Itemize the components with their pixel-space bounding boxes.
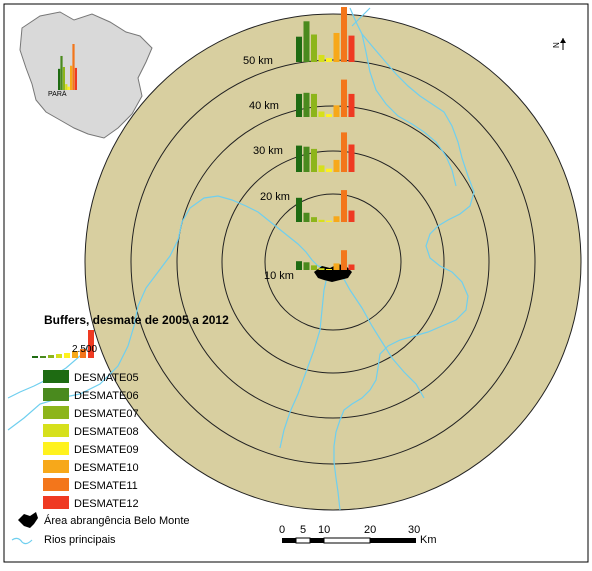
legend-size-bar-desmate06: [40, 356, 46, 358]
legend-item-desmate12: [43, 496, 139, 510]
legend-swatch-desmate05: [43, 370, 69, 383]
bar-10km-desmate05: [296, 261, 302, 270]
legend-item-desmate08: [43, 424, 139, 438]
legend-label-desmate07: DESMATE07: [74, 408, 139, 420]
bar-20km-desmate06: [304, 213, 310, 222]
bar-50km-desmate12: [349, 36, 355, 62]
bar-10km-desmate09: [326, 269, 332, 270]
bar-50km-desmate08: [319, 55, 325, 62]
bar-20km-desmate07: [311, 217, 317, 222]
scale-tick-5: 5: [300, 524, 307, 536]
scale-tick-30: 30: [408, 524, 421, 536]
bar-30km-desmate10: [334, 160, 340, 172]
bar-10km-desmate11: [341, 250, 347, 270]
inset-bar-desmate06: [60, 56, 62, 90]
bar-40km-desmate12: [349, 94, 355, 117]
inset-bar-desmate12: [75, 68, 77, 90]
bar-40km-desmate08: [319, 112, 325, 118]
bar-30km-desmate08: [319, 165, 325, 172]
bar-20km-desmate11: [341, 190, 347, 222]
legend-item-desmate09: [43, 442, 139, 456]
inset-bar-desmate11: [72, 44, 74, 90]
legend-size-bar-desmate05: [32, 356, 38, 358]
north-arrow-letter: N: [552, 42, 561, 48]
legend-label-desmate09: DESMATE09: [74, 444, 139, 456]
bar-40km-desmate05: [296, 94, 302, 117]
scale-tick-0: 0: [279, 524, 286, 536]
bar-30km-desmate07: [311, 149, 317, 172]
scale-segment-4: [324, 538, 370, 543]
bar-30km-desmate05: [296, 146, 302, 172]
legend-area-label: Área abrangência Belo Monte: [44, 515, 190, 527]
bar-30km-desmate12: [349, 145, 355, 173]
buffer-zone-fill: [85, 14, 581, 510]
bar-40km-desmate07: [311, 94, 317, 117]
bar-50km-desmate05: [296, 37, 302, 62]
legend-swatch-desmate12: [43, 496, 69, 509]
inset-state-label: PARÁ: [48, 91, 67, 98]
inset-bar-desmate10: [70, 66, 72, 90]
legend-swatch-desmate06: [43, 388, 69, 401]
legend-swatch-desmate10: [43, 460, 69, 473]
bar-40km-desmate06: [304, 93, 310, 117]
scale-segment-2: [296, 538, 310, 543]
bar-20km-desmate10: [334, 216, 340, 222]
legend-label-desmate10: DESMATE10: [74, 462, 139, 474]
bar-50km-desmate10: [334, 33, 340, 62]
buffer-label-10km: 10 km: [264, 270, 294, 282]
bar-50km-desmate07: [311, 35, 317, 63]
legend-item-desmate06: [43, 388, 139, 402]
scale-segment-5: [370, 538, 416, 543]
bar-10km-desmate07: [311, 265, 317, 270]
buffer-label-40km: 40 km: [249, 100, 279, 112]
bar-20km-desmate12: [349, 211, 355, 222]
bar-30km-desmate09: [326, 169, 332, 172]
legend-label-desmate11: DESMATE11: [74, 480, 138, 492]
inset-bar-desmate08: [65, 84, 67, 90]
legend-scale-value: 2.500: [72, 344, 98, 355]
legend-rivers-label: Rios principais: [44, 534, 116, 546]
legend-item-desmate05: [43, 370, 139, 384]
bar-10km-desmate10: [334, 263, 340, 270]
legend-swatch-desmate09: [43, 442, 69, 455]
legend-size-bar-desmate07: [48, 355, 54, 358]
scale-segment-3: [310, 538, 324, 543]
legend-item-desmate11: [43, 478, 138, 492]
bar-10km-desmate06: [304, 262, 310, 270]
bar-30km-desmate11: [341, 132, 347, 172]
legend-swatch-desmate11: [43, 478, 69, 491]
bar-40km-desmate10: [334, 105, 340, 117]
scale-tick-20: 20: [364, 524, 377, 536]
legend-label-desmate05: DESMATE05: [74, 372, 139, 384]
inset-bar-desmate09: [68, 87, 70, 90]
bar-30km-desmate06: [304, 147, 310, 172]
inset-bar-desmate07: [63, 67, 65, 90]
bar-50km-desmate09: [326, 58, 332, 62]
buffer-rings: [85, 14, 581, 510]
legend-item-desmate10: [43, 460, 139, 474]
bar-40km-desmate09: [326, 114, 332, 117]
bar-20km-desmate08: [319, 220, 325, 222]
bar-50km-desmate06: [304, 21, 310, 62]
legend-size-bar-desmate09: [64, 353, 70, 358]
bar-20km-desmate09: [326, 221, 332, 222]
legend-swatch-desmate08: [43, 424, 69, 437]
scale-unit: Km: [420, 534, 437, 546]
scale-tick-10: 10: [318, 524, 331, 536]
buffer-label-50km: 50 km: [243, 55, 273, 67]
bar-10km-desmate08: [319, 268, 325, 270]
legend-label-desmate06: DESMATE06: [74, 390, 139, 402]
bar-10km-desmate12: [349, 265, 355, 271]
bar-20km-desmate05: [296, 198, 302, 222]
legend-label-desmate08: DESMATE08: [74, 426, 139, 438]
bar-50km-desmate11: [341, 7, 347, 62]
legend-item-desmate07: [43, 406, 139, 420]
inset-bar-desmate05: [58, 69, 60, 90]
legend-size-bar-desmate08: [56, 354, 62, 358]
legend-title: Buffers, desmate de 2005 a 2012: [44, 313, 229, 327]
buffer-label-20km: 20 km: [260, 191, 290, 203]
bar-40km-desmate11: [341, 80, 347, 117]
legend-swatch-desmate07: [43, 406, 69, 419]
buffer-label-30km: 30 km: [253, 145, 283, 157]
legend-label-desmate12: DESMATE12: [74, 498, 139, 510]
scale-segment-1: [282, 538, 296, 543]
